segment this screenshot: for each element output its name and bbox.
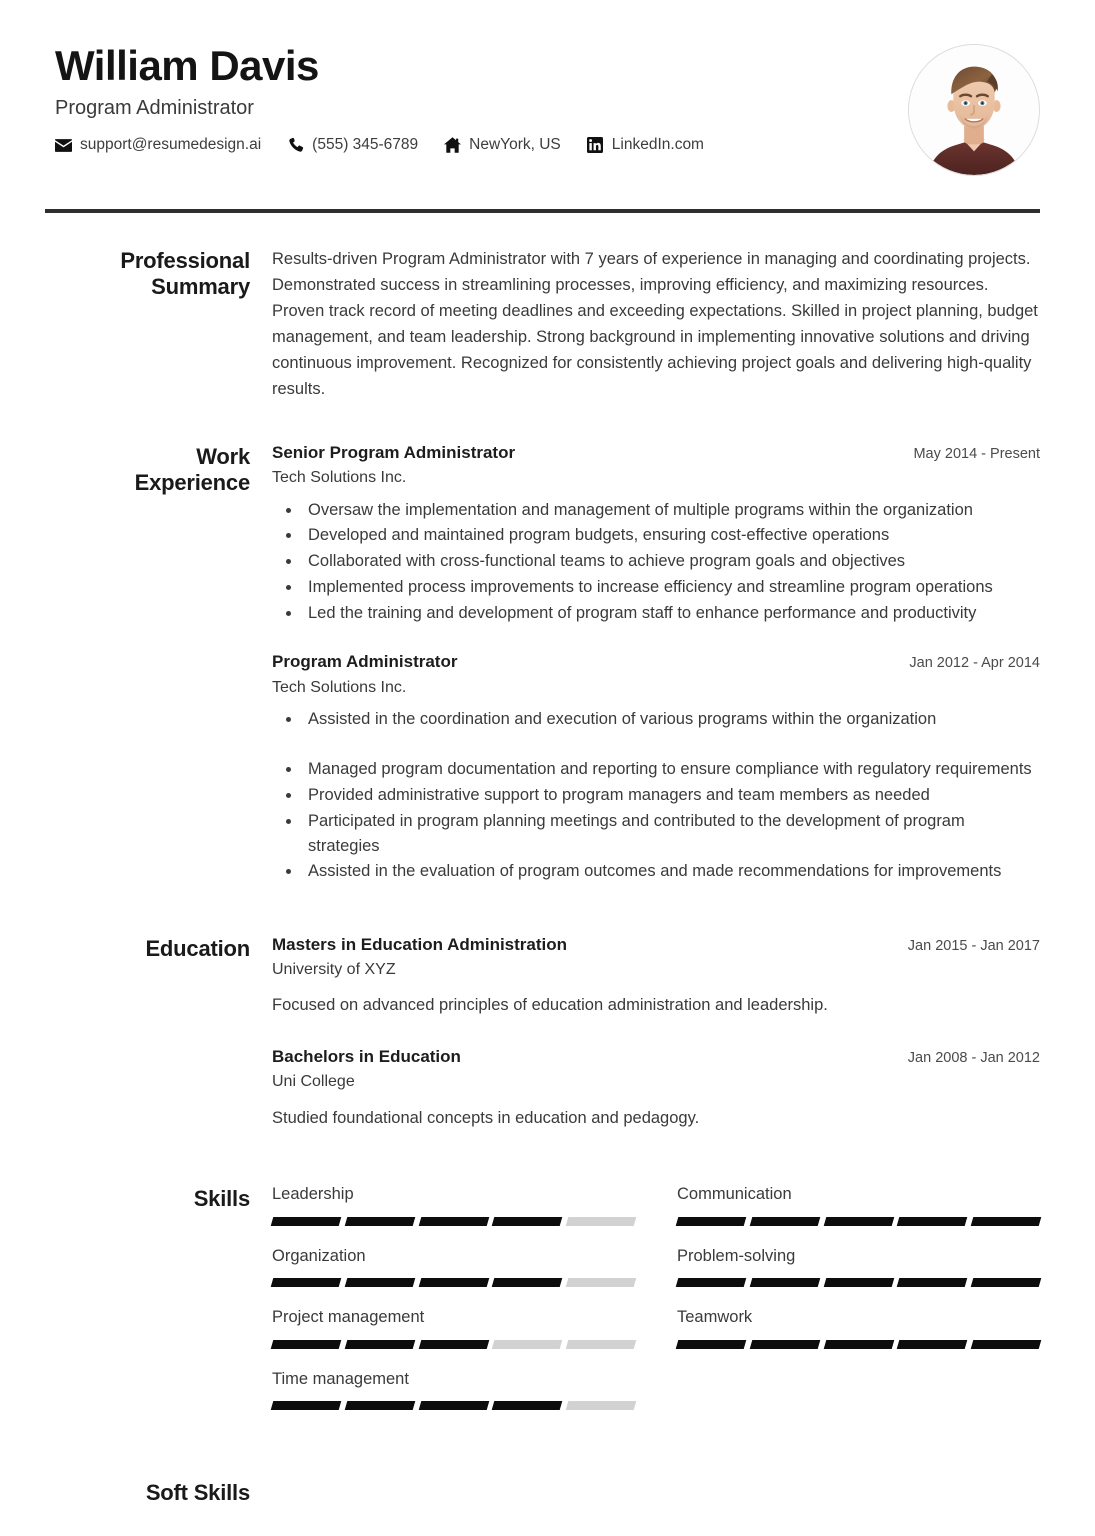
- list-item: • Participated in program planning meetings and contributed to the development of program strategies: [302, 809, 1040, 859]
- skill-segment-filled: [418, 1217, 488, 1226]
- work-entry-header: [272, 651, 1040, 673]
- list-item: • Led the training and development of program staff to enhance performance and productivity: [302, 601, 1040, 626]
- skill-segment-filled: [345, 1278, 415, 1287]
- work-heading-line2: Experience: [134, 470, 250, 496]
- skill-name: Time management: [272, 1369, 409, 1388]
- skill-segment-filled: [492, 1278, 562, 1287]
- contact-phone[interactable]: [287, 136, 418, 154]
- list-item: • Oversaw the implementation and management of multiple programs within the organization: [302, 498, 1040, 523]
- section-education: [55, 934, 1040, 1134]
- skill-item: [677, 1184, 1040, 1225]
- phone-icon: [287, 137, 304, 154]
- skill-item: [677, 1307, 1040, 1348]
- section-soft-skills: [55, 1478, 1040, 1506]
- section-heading-summary: [55, 246, 250, 402]
- skill-segment-filled: [750, 1278, 820, 1287]
- work-entry-date: Jan 2012 - Apr 2014: [909, 655, 1040, 672]
- home-icon: [444, 137, 461, 154]
- skill-name: Teamwork: [677, 1308, 753, 1327]
- skill-item: [272, 1369, 635, 1410]
- summary-heading-line2: Summary: [151, 273, 250, 299]
- skill-segment-filled: [676, 1340, 746, 1349]
- skill-item: [272, 1307, 635, 1348]
- skill-segment-empty: [492, 1340, 562, 1349]
- work-heading-line1: Work: [196, 444, 250, 470]
- entry-spacer: [272, 1022, 1040, 1046]
- skill-segment-filled: [823, 1340, 893, 1349]
- skill-item: [272, 1246, 635, 1287]
- section-heading-work: [55, 442, 250, 888]
- skill-segment-filled: [971, 1217, 1041, 1226]
- entry-spacer: [272, 629, 1040, 651]
- contact-linkedin-value: LinkedIn.com: [611, 136, 704, 154]
- list-item: • Managed program documentation and reporting to ensure compliance with regulatory requirements: [302, 757, 1040, 782]
- skill-segment-filled: [971, 1340, 1041, 1349]
- section-work-experience: [55, 442, 1040, 888]
- skill-name: Project management: [272, 1308, 425, 1327]
- soft-skills-body: [272, 1478, 1040, 1506]
- skill-item: [272, 1184, 635, 1225]
- contact-row: [55, 136, 1040, 154]
- list-item: • Developed and maintained program budgets, ensuring cost-effective operations: [302, 523, 1040, 548]
- section-heading-soft-skills: Soft Skills: [145, 1480, 250, 1505]
- work-entry-date: May 2014 - Present: [913, 446, 1040, 463]
- skill-name: Leadership: [272, 1185, 354, 1204]
- contact-linkedin[interactable]: [587, 136, 704, 154]
- header-divider: [45, 209, 1040, 213]
- skill-level-bar: [272, 1340, 635, 1349]
- skill-segment-filled: [345, 1217, 415, 1226]
- skill-segment-filled: [271, 1340, 341, 1349]
- skill-segment-filled: [750, 1340, 820, 1349]
- list-item: • Assisted in the evaluation of program outcomes and made recommendations for improvements: [302, 859, 1040, 884]
- list-item: • Implemented process improvements to increase efficiency and streamline program operations: [302, 575, 1040, 600]
- education-entry-date: Jan 2015 - Jan 2017: [907, 938, 1040, 955]
- skill-segment-empty: [566, 1278, 636, 1287]
- skill-segment-filled: [750, 1217, 820, 1226]
- skill-segment-filled: [345, 1401, 415, 1410]
- skill-segment-filled: [271, 1217, 341, 1226]
- skill-level-bar: [272, 1401, 635, 1410]
- work-entry: [272, 651, 1040, 884]
- skill-segment-filled: [897, 1340, 967, 1349]
- section-skills: [55, 1184, 1040, 1430]
- education-entry-header: [272, 934, 1040, 956]
- work-entry-title: Program Administrator: [272, 652, 458, 672]
- job-title: Program Administrator: [55, 97, 254, 120]
- skill-level-bar: [272, 1217, 635, 1226]
- section-professional-summary: [55, 246, 1040, 402]
- skill-name: Problem-solving: [677, 1246, 796, 1265]
- skill-segment-filled: [418, 1278, 488, 1287]
- skill-segment-filled: [823, 1278, 893, 1287]
- page-title: William Davis: [55, 42, 319, 89]
- skill-level-bar: [272, 1278, 635, 1287]
- skill-item: [677, 1246, 1040, 1287]
- skill-name: Organization: [272, 1246, 366, 1265]
- work-entry: [272, 442, 1040, 625]
- skills-grid: [272, 1184, 1040, 1430]
- skill-level-bar: [677, 1340, 1040, 1349]
- contact-email[interactable]: [55, 136, 261, 154]
- work-entry-bullets: [272, 498, 1040, 626]
- summary-text: Results-driven Program Administrator with 7 years of experience in managing and coordinating projects. Demonstrated success in streamlining processes, improving efficiency, and maximizing resources. Proven track record of meeting deadlines and exceeding expectations. Skilled in project planning, budget management, and team leadership. Strong background in implementing innovative solutions and driving continuous improvement. Recognized for consistently achieving project goals and delivering high-quality results.: [272, 250, 1038, 399]
- education-entry: [272, 1046, 1040, 1130]
- summary-body: [272, 246, 1040, 402]
- education-body: [272, 934, 1040, 1134]
- skill-segment-filled: [971, 1278, 1041, 1287]
- list-item: • Collaborated with cross-functional teams to achieve program goals and objectives: [302, 549, 1040, 574]
- skill-segment-empty: [566, 1217, 636, 1226]
- list-item: • Provided administrative support to program managers and team members as needed: [302, 783, 1040, 808]
- skill-segment-filled: [676, 1278, 746, 1287]
- skill-segment-empty: [566, 1340, 636, 1349]
- education-entry-description: Focused on advanced principles of education administration and leadership.: [272, 996, 828, 1015]
- skill-segment-filled: [418, 1401, 488, 1410]
- list-item: • Assisted in the coordination and execution of various programs within the organization: [302, 707, 1040, 732]
- section-heading-education: Education: [145, 936, 250, 962]
- skill-segment-filled: [271, 1401, 341, 1410]
- skill-segment-filled: [345, 1340, 415, 1349]
- education-entry-organization: University of XYZ: [272, 961, 396, 979]
- resume-header: [0, 0, 1095, 200]
- education-entry-date: Jan 2008 - Jan 2012: [907, 1050, 1040, 1067]
- work-entry-organization: Tech Solutions Inc.: [272, 678, 407, 696]
- contact-phone-value: (555) 345-6789: [312, 136, 419, 154]
- skill-segment-filled: [823, 1217, 893, 1226]
- contact-email-value: support@resumedesign.ai: [80, 136, 262, 154]
- education-entry-description: Studied foundational concepts in education and pedagogy.: [272, 1108, 700, 1127]
- avatar: [908, 44, 1040, 176]
- skill-segment-filled: [676, 1217, 746, 1226]
- summary-heading-line1: Professional: [120, 248, 250, 273]
- skill-level-bar: [677, 1278, 1040, 1287]
- skill-segment-filled: [492, 1401, 562, 1410]
- education-entry-title: Bachelors in Education: [272, 1047, 461, 1067]
- contact-location[interactable]: [444, 136, 561, 154]
- skill-segment-filled: [897, 1217, 967, 1226]
- skill-segment-filled: [897, 1278, 967, 1287]
- skill-segment-filled: [418, 1340, 488, 1349]
- section-heading-skills: Skills: [193, 1186, 250, 1212]
- work-body: [272, 442, 1040, 888]
- skill-name: Communication: [677, 1185, 792, 1204]
- skill-segment-empty: [566, 1401, 636, 1410]
- education-entry: [272, 934, 1040, 1018]
- skills-body: [272, 1184, 1040, 1430]
- skill-segment-filled: [492, 1217, 562, 1226]
- resume-body: [0, 200, 1095, 1506]
- education-entry-organization: Uni College: [272, 1073, 355, 1091]
- work-entry-header: [272, 442, 1040, 464]
- avatar-photo: [909, 45, 1039, 175]
- education-entry-title: Masters in Education Administration: [272, 935, 568, 955]
- education-entry-header: [272, 1046, 1040, 1068]
- envelope-icon: [55, 137, 72, 154]
- work-entry-title: Senior Program Administrator: [272, 443, 516, 463]
- work-entry-organization: Tech Solutions Inc.: [272, 469, 407, 487]
- work-entry-bullets: [272, 707, 1040, 885]
- skill-segment-filled: [271, 1278, 341, 1287]
- skill-level-bar: [677, 1217, 1040, 1226]
- linkedin-icon: [587, 137, 604, 154]
- contact-location-value: NewYork, US: [469, 136, 561, 154]
